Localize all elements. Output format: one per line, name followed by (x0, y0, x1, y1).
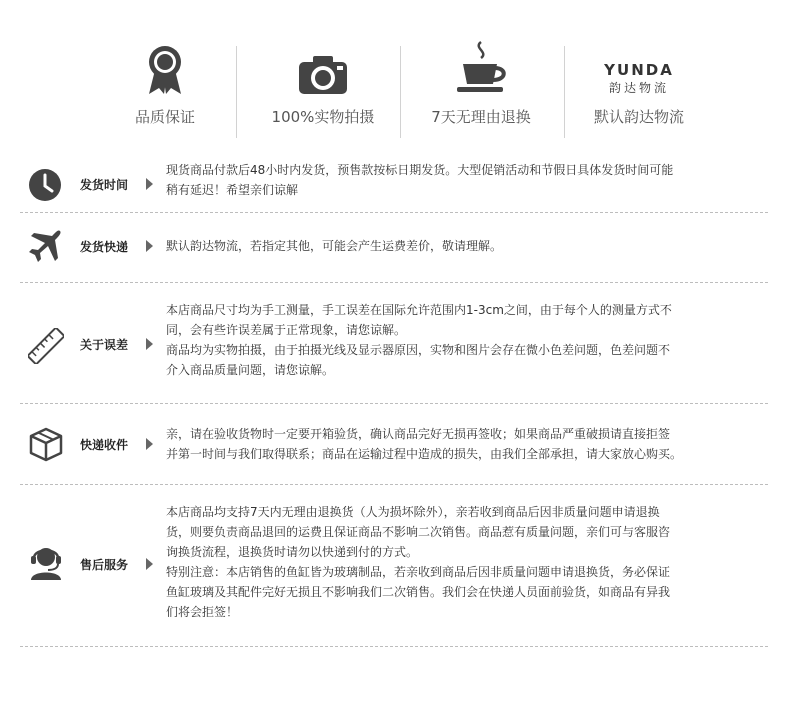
policy-row-courier (20, 224, 772, 274)
yunda-logo-word: YUNDA (604, 61, 674, 79)
row-text (166, 300, 732, 380)
arrow-right-icon (146, 240, 153, 252)
text-line: 同，会有些许误差属于正常现象，请您谅解。 (166, 323, 407, 337)
arrow-right-icon (146, 438, 153, 450)
yunda-logo (604, 40, 674, 96)
text-line: 本店商品均支持7天内无理由退换货（人为损坏除外），亲若收到商品后因非质量问题申请退换 (166, 505, 660, 519)
text-line: 默认韵达物流，若指定其他，可能会产生运费差价，敬请理解。 (166, 239, 503, 253)
service-badges (86, 40, 720, 140)
ruler-icon (28, 328, 64, 364)
row-text (166, 424, 732, 464)
row-title: 发货快递 (80, 240, 129, 254)
policy-row-measurement-error (20, 300, 772, 390)
text-line: 们将会拒签！ (166, 605, 239, 619)
text-line: 货，则要负责商品退回的运费且保证商品不影响二次销售。商品惹有质量问题，亲们可与客服咨 (166, 525, 671, 539)
text-line: 鱼缸玻璃及其配件完好无损且不影响我们二次销售。我们会在快递人员面前验货，如商品有异我 (166, 585, 671, 599)
text-line: 介入商品质量问题，请您谅解。 (166, 363, 335, 377)
text-line: 亲，请在验收货物时一定要开箱验货，确认商品完好无损再签收；如果商品严重破损请直接拒签 (166, 427, 671, 441)
package-box-icon (28, 426, 64, 462)
text-line: 现货商品付款后48小时内发货，预售款按标日期发货。大型促销活动和节假日具体发货时间可能 (166, 163, 674, 177)
row-title: 快递收件 (80, 438, 129, 452)
dashed-divider (20, 646, 768, 647)
badge-yunda (560, 40, 718, 140)
coffee-cup-icon (451, 40, 511, 96)
divider (400, 46, 401, 138)
airplane-icon (28, 228, 64, 264)
row-title: 售后服务 (80, 558, 129, 572)
text-line: 询换货流程，退换货时请勿以快递到付的方式。 (166, 545, 419, 559)
dashed-divider (20, 403, 768, 404)
text-line: 商品均为实物拍摄，由于拍摄光线及显示器原因，实物和图片会存在微小色差问题，色差问题不 (166, 343, 671, 357)
row-title: 发货时间 (80, 178, 129, 192)
policy-row-shipping-time (20, 158, 772, 212)
arrow-right-icon (146, 338, 153, 350)
customer-service-icon (28, 544, 64, 580)
badge-return (402, 40, 560, 140)
row-text (166, 236, 732, 256)
arrow-right-icon (146, 178, 153, 190)
dashed-divider (20, 282, 768, 283)
badge-quality (86, 40, 244, 140)
dashed-divider (20, 212, 768, 213)
text-line: 并第一时间与我们取得联系；商品在运输过程中造成的损失，由我们全部承担，请大家放心购买。 (166, 447, 683, 461)
badge-label: 品质保证 (134, 108, 195, 126)
dashed-divider (20, 484, 768, 485)
text-line: 稍有延迟！希望亲们谅解 (166, 183, 299, 197)
text-line: 特别注意：本店销售的鱼缸皆为玻璃制品，若亲收到商品后因非质量问题申请退换货，务必保证 (166, 565, 671, 579)
clock-icon (28, 168, 64, 204)
camera-icon (297, 40, 349, 96)
row-text (166, 502, 732, 622)
badge-real-photo (244, 40, 402, 140)
badge-label: 7天无理由退换 (431, 108, 531, 126)
arrow-right-icon (146, 558, 153, 570)
policy-row-receiving (20, 422, 772, 470)
row-text (166, 160, 732, 200)
row-title: 关于误差 (80, 338, 129, 352)
yunda-logo-cn: 韵达物流 (608, 81, 669, 95)
badge-label: 100%实物拍摄 (271, 108, 375, 126)
award-ribbon-icon (145, 40, 185, 96)
text-line: 本店商品尺寸均为手工测量，手工误差在国际允许范围内1-3cm之间，由于每个人的测量方式不 (166, 303, 672, 317)
divider (236, 46, 237, 138)
badge-label: 默认韵达物流 (593, 108, 684, 126)
policy-row-after-sales (20, 500, 772, 630)
